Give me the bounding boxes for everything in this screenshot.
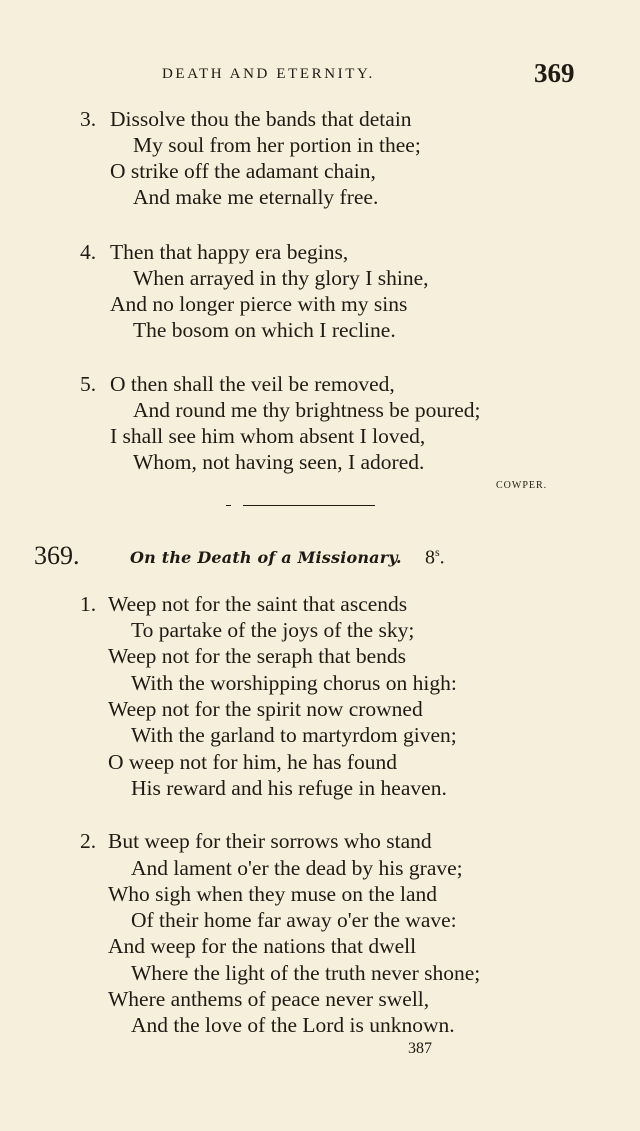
hymn-number: 369. — [34, 541, 80, 570]
author-attribution: COWPER. — [496, 480, 548, 491]
verse-line: Weep not for the saint that ascends — [108, 592, 408, 616]
verse-line: Where anthems of peace never swell, — [108, 987, 430, 1011]
verse-line: Where the light of the truth never shone; — [131, 961, 481, 985]
verse-line: O strike off the adamant chain, — [110, 159, 376, 183]
header-page-number: 369 — [534, 58, 575, 88]
stanza-number: 5. — [80, 372, 97, 396]
verse-line: And weep for the nations that dwell — [108, 934, 417, 958]
verse-line: And no longer pierce with my sins — [110, 292, 408, 316]
stanza-number: 3. — [80, 107, 97, 131]
verse-line: Dissolve thou the bands that detain — [110, 107, 412, 131]
stanza-number: 4. — [80, 240, 97, 264]
verse-line: With the garland to martyrdom given; — [131, 723, 457, 747]
verse-line: Weep not for the spirit now crowned — [108, 697, 423, 721]
meter-period: . — [439, 546, 445, 569]
meter-number: 8 — [425, 546, 435, 569]
stanza-number: 1. — [80, 592, 97, 616]
verse-line: I shall see him whom absent I loved, — [110, 424, 426, 448]
verse-line: His reward and his refuge in heaven. — [131, 776, 447, 800]
running-title: DEATH AND ETERNITY. — [162, 66, 375, 82]
verse-line: But weep for their sorrows who stand — [108, 829, 432, 853]
verse-line: To partake of the joys of the sky; — [131, 618, 415, 642]
page-header — [0, 58, 640, 98]
hymn-heading — [0, 541, 640, 575]
verse-line: Of their home far away o'er the wave: — [131, 908, 457, 932]
verse-line: And the love of the Lord is unknown. — [131, 1013, 455, 1037]
verse-line: Weep not for the seraph that bends — [108, 644, 406, 668]
footer-page-number: 387 — [408, 1040, 432, 1057]
verse-line: And round me thy brightness be poured; — [133, 398, 481, 422]
hymn-meter — [425, 545, 445, 570]
verse-line: The bosom on which I recline. — [133, 318, 396, 342]
verse-line: And lament o'er the dead by his grave; — [131, 856, 463, 880]
verse-line: Then that happy era begins, — [110, 240, 349, 264]
verse-line: Whom, not having seen, I adored. — [133, 450, 425, 474]
verse-line: My soul from her portion in thee; — [133, 133, 421, 157]
verse-line: Who sigh when they muse on the land — [108, 882, 438, 906]
hymn-title: On the Death of a Missionary. — [130, 548, 402, 567]
verse-line: And make me eternally free. — [133, 185, 379, 209]
section-divider — [243, 505, 375, 506]
verse-line: O weep not for him, he has found — [108, 750, 397, 774]
verse-line: When arrayed in thy glory I shine, — [133, 266, 429, 290]
verse-line: With the worshipping chorus on high: — [131, 671, 457, 695]
stanza-number: 2. — [80, 829, 97, 853]
divider-dot — [226, 505, 231, 506]
meter-suffix: s — [435, 545, 440, 559]
verse-line: O then shall the veil be removed, — [110, 372, 395, 396]
